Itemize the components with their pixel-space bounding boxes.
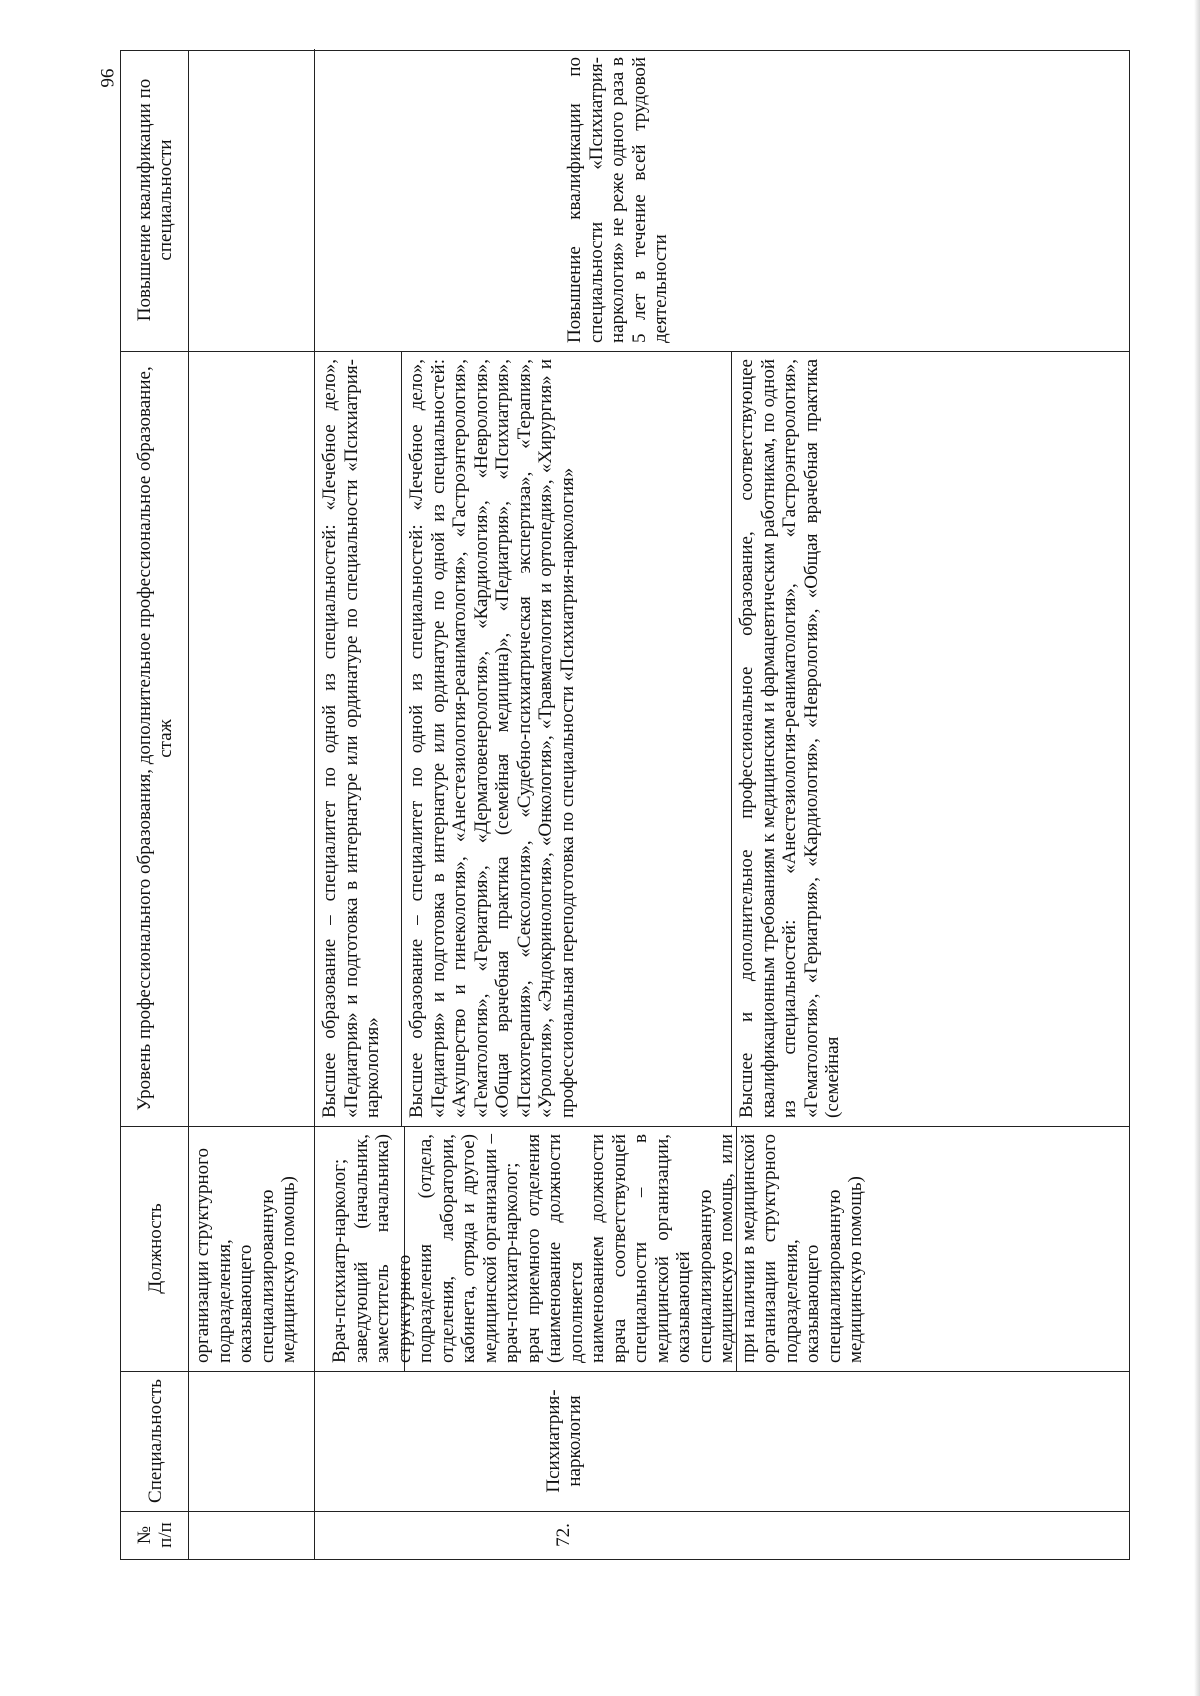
staffing-requirements-table	[120, 50, 1130, 1560]
row-72-qualification: Повышение квалификации по специальности «Психиатрия-наркология» не реже одного раза в 5 лет в течение всей трудовой деятельности	[564, 57, 671, 343]
header-education: Уровень профессионального образования, дополнительное профессиональное образование, стаж	[134, 366, 176, 1111]
row-72-education-option-3: Высшее и дополнительное профессиональное образование, соответствующее квалификационным требованиям к медицинским и фармацевтическим работникам, по одной из специальностей: «Анестезиология-реаниматология», «Гастроэнтерология», «Гематология», «Гериатрия», «Кардиология», «Неврология», «Общая врачебная практика (семейная	[736, 359, 843, 1118]
education-separator-2	[731, 351, 732, 1126]
row-72-number: 72.	[553, 1523, 575, 1547]
scan-edge	[1194, 0, 1200, 1696]
page-number: 96	[96, 68, 117, 88]
row-72-education-option-1: Высшее образование – специалитет по одной из специальностей: «Лечебное дело», «Педиатрия» и подготовка в интернатуре или ординатуре по специальности «Психиатрия-наркология»	[319, 359, 383, 1118]
row-72-specialty: Психиатрия-наркология	[542, 1389, 585, 1493]
header-specialty: Специальность	[144, 1379, 166, 1503]
rotated-page-content	[120, 50, 1130, 1560]
row-72-position: Врач-психиатр-нарколог; заведующий (начальник, заместитель начальника) структурного подразделения (отдела, отделения, лаборатории, кабинета, отряда и другое) медицинской организации – врач-психиатр-нарколог; врач приемного отделения (наименование должности дополняется наименованием должности врача соответствующей специальности – в медицинской организации, оказывающей специализированную медицинскую помощь, или при наличии в медицинской организации структурного подразделения, оказывающего специализированную медицинскую помощь)	[329, 1134, 866, 1363]
prev-row-position: организации структурного подразделения, оказывающего специализированную медицинскую помощь)	[192, 1148, 299, 1363]
header-num: № п/п	[134, 1522, 176, 1548]
table-header	[121, 51, 189, 1559]
row-separator	[314, 49, 315, 1559]
header-position: Должность	[144, 1203, 166, 1294]
header-qualification: Повышение квалификации по специальности	[134, 78, 176, 322]
row-72-education-option-2: Высшее образование – специалитет по одной из специальностей: «Лечебное дело», «Педиатрия» и подготовка в интернатуре или ординатуре по одной из специальностей: «Акушерство и гинекология», «Анестезиология-реаниматология», «Гастроэнтерология», «Гематология», «Гериатрия», «Дерматовенерология», «Кардиология», «Неврология», «Общая врачебная практика (семейная медицина)», «Педиатрия», «Психиатрия», «Психотерапия», «Сексология», «Судебно-психиатрическая экспертиза», «Терапия», «Урология», «Эндокринология», «Онкология», «Травматология и ортопедия», «Хирургия» и профессиональная переподготовка по специальности «Психиатрия-наркология»	[406, 359, 578, 1118]
